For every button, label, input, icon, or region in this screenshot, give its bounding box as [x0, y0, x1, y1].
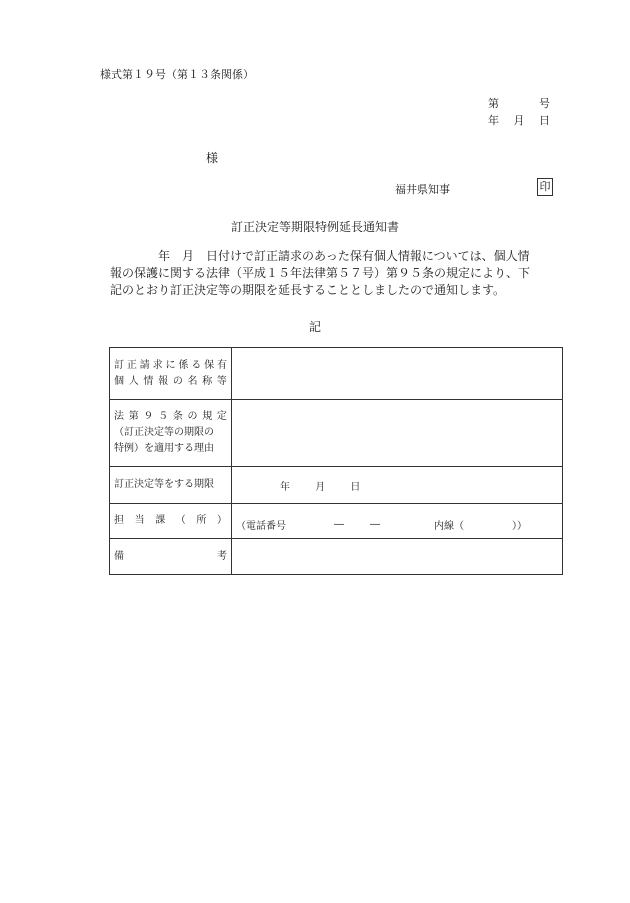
addressee: 様	[206, 151, 219, 165]
ki-heading: 記	[308, 320, 321, 334]
document-number-suffix: 号	[539, 97, 550, 110]
table-row	[110, 467, 563, 504]
date-year: 年	[488, 114, 499, 127]
extension-label: 内線（	[434, 521, 464, 532]
row-label-department	[110, 504, 232, 539]
label-line: 個 人 情 報 の 名 称 等	[114, 375, 227, 387]
phone-label: （電話番号	[236, 521, 286, 532]
label-line: 備 考	[114, 550, 227, 562]
body-paragraph	[110, 248, 554, 299]
row-label-remarks	[110, 539, 232, 575]
date-month: 月	[513, 114, 525, 127]
row-value-reason	[232, 400, 563, 467]
table-row	[110, 348, 563, 400]
row-label-deadline: 訂正決定等をする期限	[110, 467, 232, 504]
phone-dash: ―	[370, 519, 380, 530]
label-line: 訂 正 請 求 に 係 る 保 有	[114, 359, 227, 371]
label-line: 特例）を適用する理由	[114, 443, 214, 454]
label-line: （訂正決定等の期限の	[114, 427, 214, 438]
deadline-year: 年	[280, 481, 290, 493]
deadline-day: 日	[350, 481, 361, 493]
form-number: 様式第１９号（第１３条関係）	[100, 68, 254, 81]
body-line: 記のとおり訂正決定等の期限を延長することとしましたので通知します。	[110, 283, 506, 297]
phone-dash: ―	[334, 519, 344, 530]
table-row	[110, 504, 563, 539]
date-day: 日	[539, 114, 550, 127]
document-date	[488, 112, 550, 128]
seal-mark: 印	[537, 178, 553, 196]
row-label-reason	[110, 400, 232, 467]
document-number-prefix: 第	[488, 97, 499, 110]
phone-line	[236, 517, 558, 532]
row-value-remarks	[232, 539, 563, 575]
document-number	[488, 95, 550, 111]
table-row	[110, 539, 563, 575]
deadline-month: 月	[315, 481, 326, 493]
document-title: 訂正決定等期限特例延長通知書	[230, 220, 399, 234]
body-line: 報の保護に関する法律（平成１５年法律第５７号）第９５条の規定により、下	[110, 266, 531, 280]
body-line: 年 月 日付けで訂正請求のあった保有個人情報については、個人情	[110, 249, 530, 263]
label-line: 担 当 課 （ 所 ）	[114, 515, 227, 526]
issuer-name: 福井県知事	[395, 183, 450, 196]
detail-table	[109, 347, 563, 575]
label-line: 法 第 ９ ５ 条 の 規 定	[114, 411, 227, 422]
row-value-info-name	[232, 348, 563, 400]
row-label-info-name	[110, 348, 232, 400]
table-row	[110, 400, 563, 467]
row-value-deadline	[232, 467, 563, 504]
row-value-department	[232, 504, 563, 539]
extension-close: ））	[512, 521, 527, 532]
